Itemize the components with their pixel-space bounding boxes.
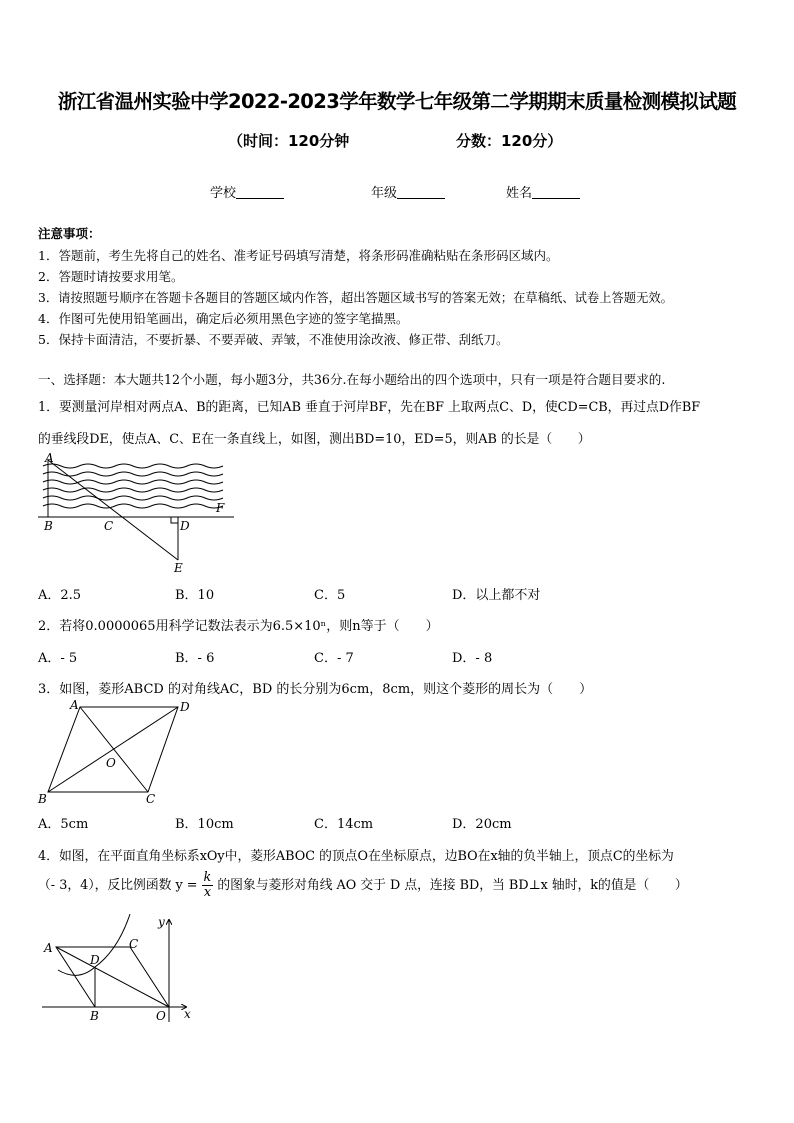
q3-label-c: C <box>146 792 156 806</box>
q1-label-c: C <box>104 519 114 533</box>
q1-label-e: E <box>174 561 183 575</box>
note-item: 2．答题时请按要求用笔。 <box>38 269 184 284</box>
name-blank[interactable] <box>532 186 580 199</box>
school-field <box>210 182 284 201</box>
section-heading: 一、选择题：本大题共12个小题，每小题3分，共36分.在每小题给出的四个选项中，只有一项是符合题目要求的. <box>38 372 666 387</box>
name-field <box>506 182 580 201</box>
q1-option-b[interactable]: B．10 <box>175 588 215 603</box>
q1-label-f: F <box>216 501 225 515</box>
exam-title: 浙江省温州实验中学2022-2023学年数学七年级第二学期期末质量检测模拟试题 <box>57 90 737 113</box>
exam-score: 分数：120分） <box>456 132 563 150</box>
q3-option-a[interactable]: A．5cm <box>38 817 89 832</box>
q4-label-c: C <box>129 937 139 951</box>
q3-text: 3．如图，菱形ABCD 的对角线AC，BD 的长分别为6cm，8cm，则这个菱形的周长为（ ） <box>38 682 593 697</box>
note-item: 4．作图可先使用铅笔画出，确定后必须用黑色字迹的签字笔描黑。 <box>38 311 409 326</box>
q2-option-c[interactable]: C．- 7 <box>314 651 354 666</box>
q1-option-c[interactable]: C．5 <box>314 588 346 603</box>
q1-option-a[interactable]: A．2.5 <box>38 588 82 603</box>
q4-fraction-numerator: k <box>203 870 212 885</box>
exam-time: （时间：120分钟 <box>228 132 350 150</box>
q2-option-a[interactable]: A．- 5 <box>38 651 78 666</box>
grade-label: 年级 <box>371 186 398 201</box>
note-item: 5．保持卡面清洁，不要折暴、不要弄破、弄皱，不准使用涂改液、修正带、刮纸刀。 <box>38 332 509 347</box>
q2-option-d[interactable]: D．- 8 <box>452 651 493 666</box>
q4-text-line1: 4．如图，在平面直角坐标系xOy中，菱形ABOC 的顶点O在坐标原点，边BO在x轴的负半轴上，顶点C的坐标为 <box>38 849 674 864</box>
q4-text-line2-b: 的图象与菱形对角线 AO 交于 D 点，连接 BD，当 BD⊥x 轴时，k的值是（ ） <box>217 878 688 893</box>
q1-label-b: B <box>44 519 53 533</box>
q1-river-figure <box>38 450 243 575</box>
q4-label-x: x <box>184 1007 191 1021</box>
name-label: 姓名 <box>506 186 533 201</box>
q3-label-b: B <box>38 792 47 806</box>
grade-field <box>371 182 445 201</box>
q3-label-o: O <box>106 756 116 770</box>
q4-text-line2 <box>38 866 688 906</box>
school-blank[interactable] <box>236 186 284 199</box>
notes-heading: 注意事项： <box>38 226 101 241</box>
q1-label-a: A <box>45 451 54 465</box>
q1-text-line1: 1．要测量河岸相对两点A、B的距离，已知AB 垂直于河岸BF，先在BF 上取两点C、D，使CD=CB，再过点D作BF <box>38 400 701 415</box>
q3-label-d: D <box>180 700 190 714</box>
q4-label-b: B <box>90 1009 99 1023</box>
q3-option-b[interactable]: B．10cm <box>175 817 234 832</box>
q4-label-y: y <box>158 915 165 929</box>
q1-label-d: D <box>180 519 190 533</box>
q2-text: 2．若将0.0000065用科学记数法表示为6.5×10ⁿ，则n等于（ ） <box>38 619 439 634</box>
school-label: 学校 <box>210 186 237 201</box>
q2-option-b[interactable]: B．- 6 <box>175 651 215 666</box>
q4-label-a: A <box>44 941 53 955</box>
q4-text-line2-a: （- 3，4），反比例函数 y = <box>38 878 198 893</box>
q1-option-d[interactable]: D．以上都不对 <box>452 588 541 603</box>
q4-coordinate-figure <box>38 912 198 1027</box>
q4-fraction-denominator: x <box>203 885 212 900</box>
q3-rhombus-figure <box>36 697 196 809</box>
note-item: 3．请按照题号顺序在答题卡各题目的答题区域内作答，超出答题区域书写的答案无效；在草稿纸、试卷上答题无效。 <box>38 291 673 305</box>
q3-option-d[interactable]: D．20cm <box>452 817 512 832</box>
q4-fraction <box>202 871 214 900</box>
q4-label-o: O <box>156 1009 166 1023</box>
q3-option-c[interactable]: C．14cm <box>314 817 374 832</box>
q4-label-d: D <box>90 953 100 967</box>
q3-label-a: A <box>70 698 79 712</box>
grade-blank[interactable] <box>397 186 445 199</box>
q1-text-line2: 的垂线段DE，使点A、C、E在一条直线上，如图，测出BD=10，ED=5，则AB 的长是（ ） <box>38 432 591 447</box>
note-item: 1．答题前，考生先将自己的姓名、准考证号码填写清楚，将条形码准确粘贴在条形码区域内。 <box>38 248 559 263</box>
